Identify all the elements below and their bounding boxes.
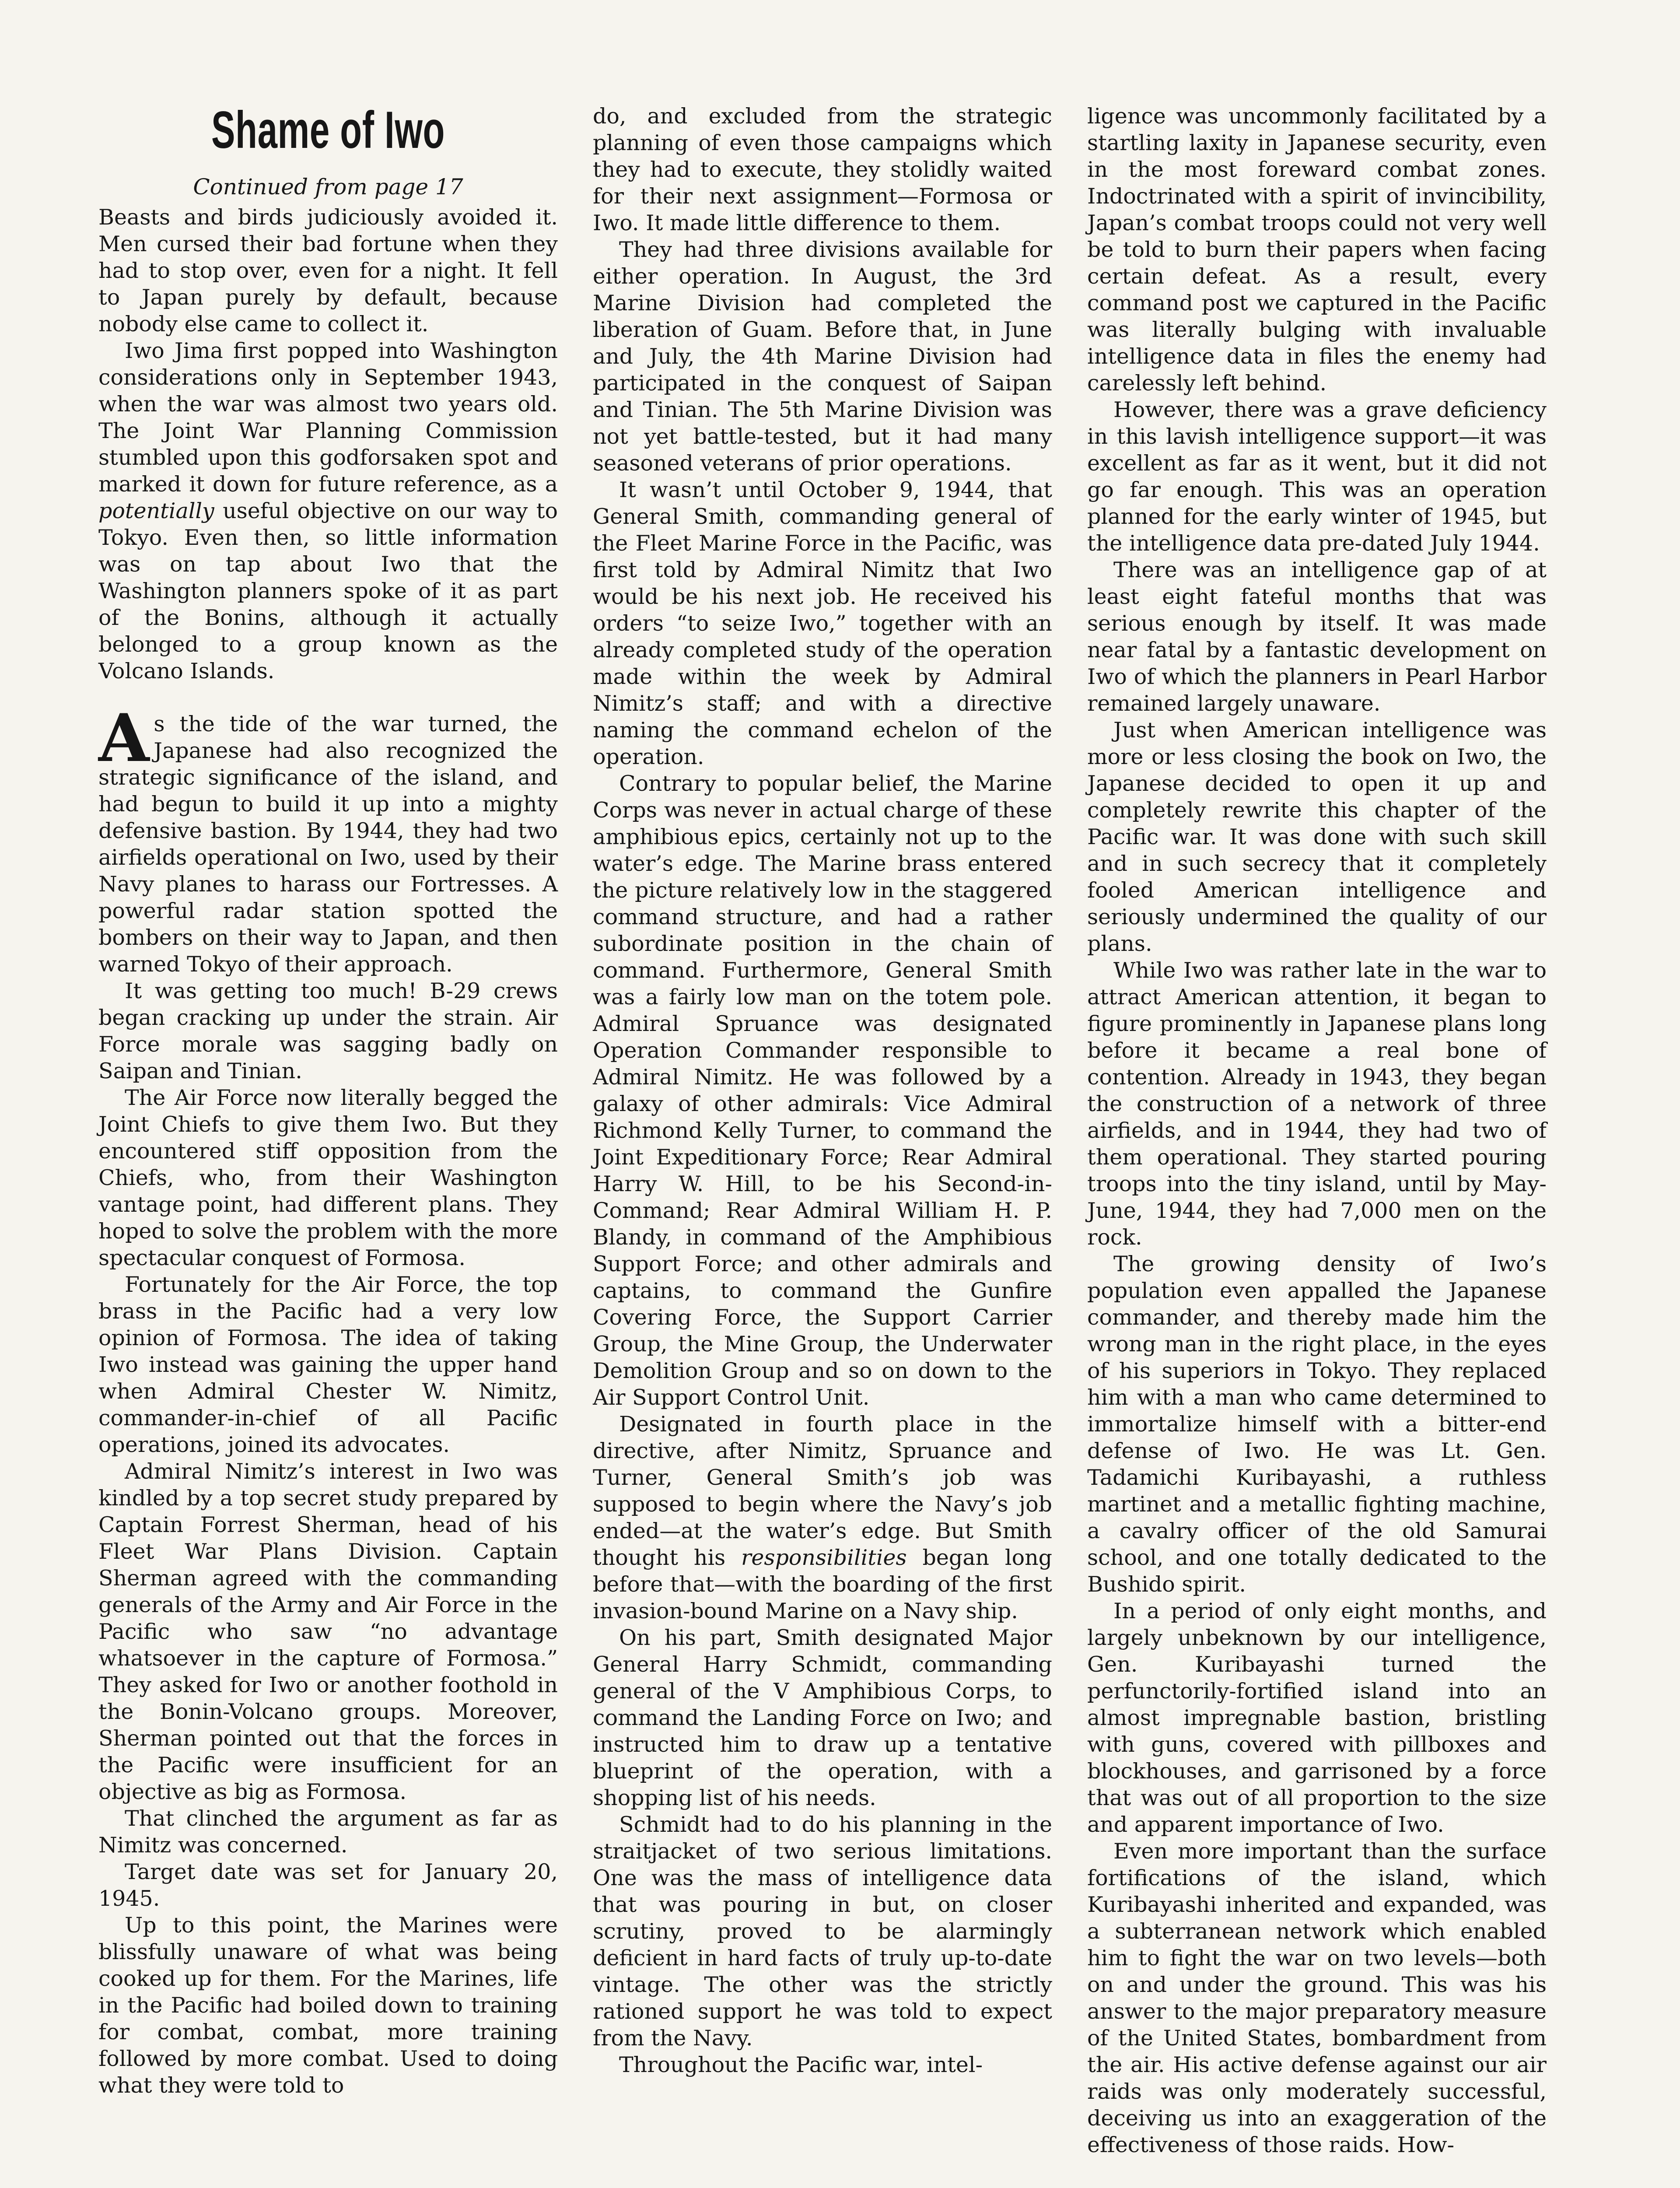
paragraph: Fortunately for the Air Force, the top brass in the Pacific had a very low opinion of Formosa. The idea of taking Iwo instead was gaining the upper hand when Admiral Chester W. Nimitz, commander-in-chief of all Pacific operations, joined its advocates. bbox=[98, 1272, 558, 1457]
paragraph: It was getting too much! B-29 crews began cracking up under the strain. Air Force morale was sagging badly on Saipan and Tinian. bbox=[98, 978, 558, 1083]
paragraph: They had three divisions available for either operation. In August, the 3rd Marine Division had completed the liberation of Guam. Before that, in June and July, the 4th Marine Division had participated in the conquest of Saipan and Tinian. The 5th Marine Division was not yet battle-tested, but it had many seasoned veterans of prior operations. bbox=[593, 237, 1052, 476]
paragraph: Designated in fourth place in the directive, after Nimitz, Spruance and Turner, General Smith’s job was supposed to begin where the Navy’s job ended—at the water’s edge. But Smith thought his responsibilities began long before that—with the boarding of the first invasion-bound Marine on a Navy ship. bbox=[593, 1412, 1052, 1623]
paragraph: Target date was set for January 20, 1945. bbox=[98, 1859, 558, 1911]
paragraph: Throughout the Pacific war, intel- bbox=[619, 2052, 983, 2077]
paragraph: The growing density of Iwo’s population even appalled the Japanese commander, and thereby made him the wrong man in the right place, in the eyes of his superiors in Tokyo. They replaced him with a man who came determined to immortalize himself with a bitter-end defense of Iwo. He was Lt. Gen. Tadamichi Kuribayashi, a ruthless martinet and a metallic fighting machine, a cavalry officer of the old Samurai school, and one totally dedicated to the Bushido spirit. bbox=[1087, 1252, 1547, 1597]
paragraph: Up to this point, the Marines were blissfully unaware of what was being cooked up for them. For the Marines, life in the Pacific had boiled down to training for combat, combat, more training followed by more combat. Used to doing what they were told to bbox=[98, 1913, 558, 2098]
paragraph: In a period of only eight months, and largely unbeknown by our intelligence, Gen. Kuribayashi turned the perfunctorily-fortified island into an almost impregnable bastion, bristling with guns, covered with pillboxes and blockhouses, and garrisoned by a force that was out of all proportion to the size and apparent importance of Iwo. bbox=[1087, 1599, 1547, 1837]
paragraph: The Air Force now literally begged the Joint Chiefs to give them Iwo. But they encountered stiff opposition from the Chiefs, who, from their Washington vantage point, had different plans. They hoped to solve the problem with the more spectacular conquest of Formosa. bbox=[98, 1085, 558, 1270]
continued-note: Continued from page 17 bbox=[193, 174, 463, 200]
paragraph: ligence was uncommonly facilitated by a startling laxity in Japanese security, even in the most foreward combat zones. Indoctrinated with a spirit of invincibility, Japan’s combat troops could not very well be told to burn their papers when facing certain defeat. As a result, every command post we captured in the Pacific was literally bulging with invaluable intelligence data in files the enemy had carelessly left behind. bbox=[1087, 104, 1547, 396]
paragraph-dropcap: As the tide of the war turned, the Japanese had also recognized the strategic significance of the island, and had begun to build it up into a mighty defensive bastion. By 1944, they had two airfields operational on Iwo, used by their Navy planes to harass our Fortresses. A powerful radar station spotted the bombers on their way to Japan, and then warned Tokyo of their approach. bbox=[98, 700, 558, 977]
paragraph: It wasn’t until October 9, 1944, that General Smith, commanding general of the Fleet Marine Force in the Pacific, was first told by Admiral Nimitz that Iwo would be his next job. He received his orders “to seize Iwo,” together with an already completed study of the operation made within the week by Admiral Nimitz’s staff; and with a directive naming the command echelon of the operation. bbox=[593, 477, 1052, 769]
paragraph: There was an intelligence gap of at least eight fateful months that was serious enough by itself. It was made near fatal by a fantastic development on Iwo of which the planners in Pearl Harbor remained largely unaware. bbox=[1087, 558, 1547, 716]
paragraph: Beasts and birds judiciously avoided it. Men cursed their bad fortune when they had to stop over, even for a night. It fell to Japan purely by default, because nobody else came to collect it. bbox=[98, 205, 558, 337]
paragraph: do, and excluded from the strategic planning of even those campaigns which they had to execute, they stolidly waited for their next assignment—Formosa or Iwo. It made little difference to them. bbox=[593, 104, 1052, 235]
paragraph: While Iwo was rather late in the war to attract American attention, it began to figure prominently in Japanese plans long before it became a real bone of contention. Already in 1943, they began the construction of a network of three airfields, and in 1944, they had two of them operational. They started pouring troops into the tiny island, until by May-June, 1944, they had 7,000 men on the rock. bbox=[1087, 958, 1547, 1250]
drop-cap: A bbox=[98, 700, 150, 777]
paragraph: On his part, Smith designated Major General Harry Schmidt, commanding general of the V Amphibious Corps, to command the Landing Force on Iwo; and instructed him to draw up a tentative blueprint of the operation, with a shopping list of his needs. bbox=[593, 1625, 1052, 1810]
paragraph: Schmidt had to do his planning in the straitjacket of two serious limitations. One was the mass of intelligence data that was pouring in but, on closer scrutiny, proved to be alarmingly deficient in hard facts of truly up-to-date vintage. The other was the strictly rationed support he was told to expect from the Navy. bbox=[593, 1812, 1052, 2051]
paragraph: That clinched the argument as far as Nimitz was concerned. bbox=[98, 1806, 558, 1858]
column-3 bbox=[1087, 103, 1547, 2158]
paragraph: However, there was a grave deficiency in this lavish intelligence support—it was excellent as far as it went, but it did not go far enough. This was an operation planned for the early winter of 1945, but the intelligence data pre-dated July 1944. bbox=[1087, 397, 1547, 556]
column-1 bbox=[98, 101, 558, 2099]
paragraph: Admiral Nimitz’s interest in Iwo was kindled by a top secret study prepared by Captain Forrest Sherman, head of his Fleet War Plans Division. Captain Sherman agreed with the commanding generals of the Army and Air Force in the Pacific who saw “no advantage whatsoever in the capture of Formosa.” They asked for Iwo or another foothold in the Bonin-Volcano groups. Moreover, Sherman pointed out that the forces in the Pacific were insufficient for an objective as big as Formosa. bbox=[98, 1459, 558, 1804]
paragraph: Contrary to popular belief, the Marine Corps was never in actual charge of these amphibious epics, certainly not up to the water’s edge. The Marine brass entered the picture relatively low in the staggered command structure, and had a rather subordinate position in the chain of command. Furthermore, General Smith was a fairly low man on the totem pole. Admiral Spruance was designated Operation Commander responsible to Admiral Nimitz. He was followed by a galaxy of other admirals: Vice Admiral Richmond Kelly Turner, to command the Joint Expeditionary Force; Rear Admiral Harry W. Hill, to be his Second-in-Command; Rear Admiral William H. P. Blandy, in command of the Amphibious Support Force; and other admirals and captains, to command the Gunfire Covering Force, the Support Carrier Group, the Mine Group, the Underwater Demolition Group and so on down to the Air Support Control Unit. bbox=[593, 771, 1052, 1410]
paragraph: Even more important than the surface fortifications of the island, which Kuribayashi inherited and expanded, was a subterranean network which enabled him to fight the war on two levels—both on and under the ground. This was his answer to the major preparatory measure of the United States, bombardment from the air. His active defense against our air raids was only moderately successful, deceiving us into an exaggeration of the effectiveness of those raids. How- bbox=[1087, 1839, 1547, 2157]
paragraph: Iwo Jima first popped into Washington considerations only in September 1943, when the war was almost two years old. The Joint War Planning Commission stumbled upon this godforsaken spot and marked it down for future reference, as a potentially useful objective on our way to Tokyo. Even then, so little information was on tap about Iwo that the Washington planners spoke of it as part of the Bonins, although it actually belonged to a group known as the Volcano Islands. bbox=[98, 338, 558, 684]
paragraph: Just when American intelligence was more or less closing the book on Iwo, the Japanese decided to open it up and completely rewrite this chapter of the Pacific war. It was done with such skill and in such secrecy that it completely fooled American intelligence and seriously undermined the quality of our plans. bbox=[1087, 718, 1547, 956]
article-title: Shame of Iwo bbox=[211, 101, 445, 159]
column-2 bbox=[593, 103, 1052, 2078]
